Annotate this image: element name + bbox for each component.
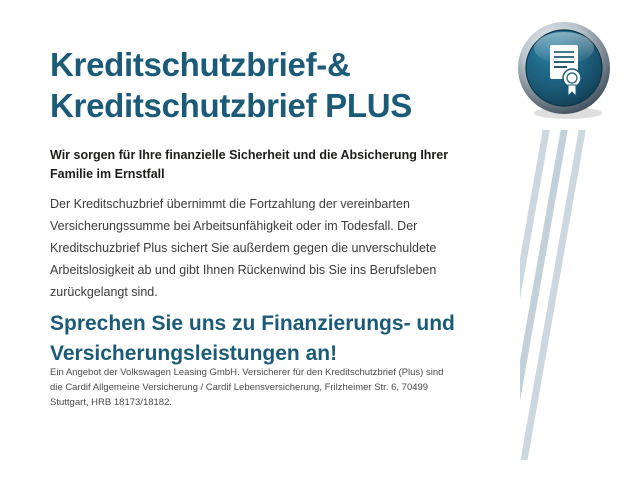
stripe-1	[520, 130, 555, 460]
decorative-stripes	[520, 130, 640, 460]
call-to-action-heading	[50, 309, 470, 369]
title-line-1: Kreditschutzbrief-&	[50, 46, 351, 84]
legal-disclaimer: Ein Angebot der Volkswagen Leasing GmbH. Versicherer für den Kreditschutzbrief (Plus) sind die Cardif Allgemeine Versicherung / Cardif Lebensversicherung, Frilzheimer Str. 6, 70499 Stuttgart, HRB 18173/18182.	[50, 366, 444, 408]
stripe-2	[520, 130, 573, 460]
title-line-2: Kreditschutzbrief PLUS	[50, 87, 412, 125]
body-paragraph: Der Kreditschuzbrief übernimmt die Fortzahlung der vereinbarten Versicherungssumme bei Arbeitsunfähigkeit oder im Todesfall. Der Kreditschuzbrief Plus sichert Sie außerdem gegen die unverschuldete Arbeitslosigkeit ab und gibt Ihnen Rückenwind bis Sie ins Berufsleben zurückgelangt sind.	[50, 196, 437, 299]
certificate-seal-icon	[514, 18, 618, 122]
subtitle-text: Wir sorgen für Ihre finanzielle Sicherheit und die Absicherung Ihrer Familie im Ernstfall	[50, 147, 449, 181]
stripe-3	[520, 130, 591, 460]
cta-line-2: Versicherungsleistungen an!	[50, 342, 338, 366]
page-title	[50, 44, 490, 126]
cta-line-1: Sprechen Sie uns zu Finanzierungs- und	[50, 312, 455, 336]
